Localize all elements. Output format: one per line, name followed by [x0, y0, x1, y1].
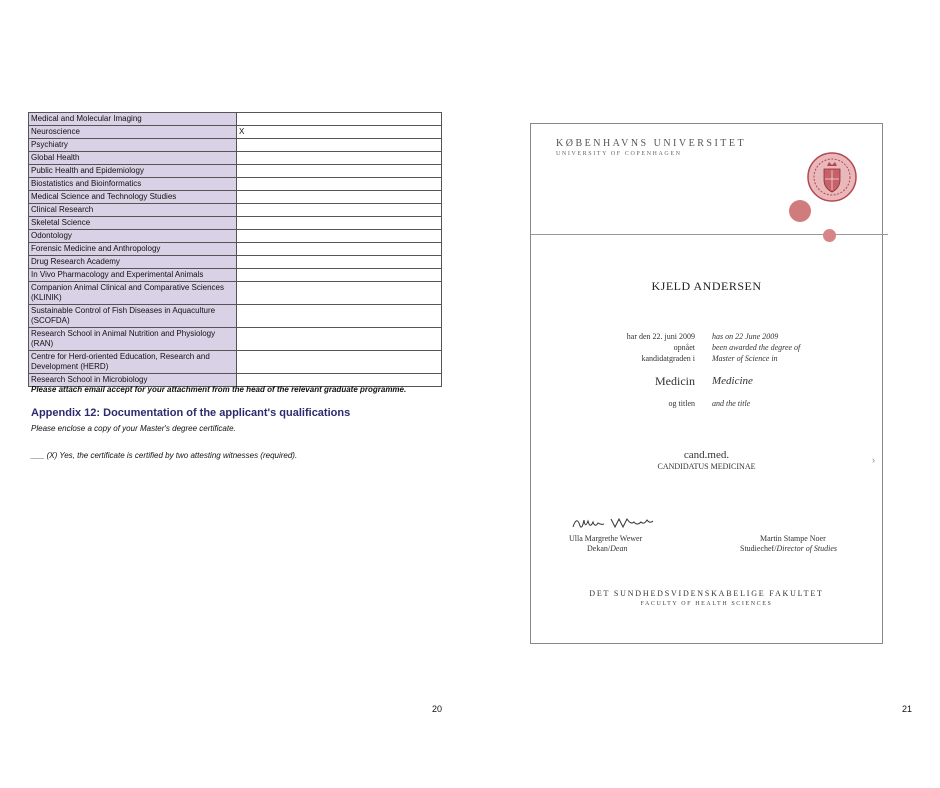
table-row [29, 305, 442, 328]
programme-name: Sustainable Control of Fish Diseases in Aquaculture (SCOFDA) [29, 305, 237, 328]
programme-selection [237, 204, 442, 217]
award-verb-danish: opnået [673, 343, 695, 352]
programme-table-body [29, 113, 442, 387]
degree-type-english: Master of Science in [712, 354, 778, 363]
table-row [29, 152, 442, 165]
programme-name: Psychiatry [29, 139, 237, 152]
table-row [29, 165, 442, 178]
programme-name: Companion Animal Clinical and Comparative Sciences (KLINIK) [29, 282, 237, 305]
programme-name: Forensic Medicine and Anthropology [29, 243, 237, 256]
university-name-danish: KØBENHAVNS UNIVERSITET [556, 138, 747, 149]
programme-selection [237, 178, 442, 191]
table-row [29, 126, 442, 139]
table-row [29, 351, 442, 374]
seal-stamp-dot-small [823, 229, 836, 242]
university-name-english: UNIVERSITY OF COPENHAGEN [556, 151, 682, 157]
programme-selection [237, 282, 442, 305]
award-verb-english: been awarded the degree of [712, 343, 801, 352]
programme-selection [237, 191, 442, 204]
table-row [29, 178, 442, 191]
programme-selection [237, 152, 442, 165]
title-label-danish: og titlen [668, 399, 695, 408]
programme-selection [237, 165, 442, 178]
programme-selection [237, 351, 442, 374]
programme-name: Centre for Herd-oriented Education, Research and Development (HERD) [29, 351, 237, 374]
title-label-english: and the title [712, 399, 751, 408]
programme-name: Clinical Research [29, 204, 237, 217]
programme-name: Odontology [29, 230, 237, 243]
programme-selection [237, 139, 442, 152]
degree-subject-danish: Medicin [655, 374, 695, 388]
signer-right-title: Studiechef/Director of Studies [740, 544, 838, 553]
table-row [29, 139, 442, 152]
programme-name: Skeletal Science [29, 217, 237, 230]
programme-name: Research School in Animal Nutrition and Physiology (RAN) [29, 328, 237, 351]
table-row [29, 113, 442, 126]
programme-selection [237, 230, 442, 243]
table-row [29, 230, 442, 243]
programme-selection [237, 217, 442, 230]
signer-left-name: Ulla Margrethe Wewer [569, 534, 643, 543]
table-row [29, 243, 442, 256]
table-row [29, 328, 442, 351]
programme-selection [237, 269, 442, 282]
programme-selection [237, 305, 442, 328]
degree-certificate [530, 123, 883, 644]
degree-type-danish: kandidatgraden i [641, 354, 695, 363]
programme-name: Research School in Microbiology [29, 374, 237, 387]
faculty-name-danish: DET SUNDHEDSVIDENSKABELIGE FAKULTET [589, 589, 824, 598]
university-seal-icon [807, 152, 857, 202]
programme-name: Global Health [29, 152, 237, 165]
handwritten-signature [571, 511, 656, 533]
signer-left-title: Dekan/Dean [587, 544, 628, 553]
faculty-name-english: FACULTY OF HEALTH SCIENCES [640, 601, 773, 607]
award-date-english: has on 22 June 2009 [712, 332, 779, 341]
signer-right-name: Martin Stampe Noer [760, 534, 826, 543]
programme-name: Drug Research Academy [29, 256, 237, 269]
programme-selection [237, 328, 442, 351]
programme-selection [237, 113, 442, 126]
degree-abbreviation: cand.med. [683, 449, 730, 461]
programme-selection [237, 256, 442, 269]
certified-checkbox-line: ___ (X) Yes, the certificate is certified by two attesting witnesses (required). [31, 451, 298, 460]
graduate-programme-table [28, 112, 442, 387]
page-number-right: 21 [902, 704, 913, 714]
table-row [29, 191, 442, 204]
programme-selection [237, 243, 442, 256]
programme-selection: X [237, 126, 442, 139]
graduate-name: KJELD ANDERSEN [651, 279, 762, 293]
programme-name: Medical Science and Technology Studies [29, 191, 237, 204]
degree-full-title: CANDIDATUS MEDICINAE [657, 462, 756, 471]
table-row [29, 217, 442, 230]
programme-name: Medical and Molecular Imaging [29, 113, 237, 126]
programme-name: Biostatistics and Bioinformatics [29, 178, 237, 191]
appendix-heading: Appendix 12: Documentation of the applicant's qualifications [31, 407, 351, 419]
table-row [29, 204, 442, 217]
attachment-note: Please attach email accept for your attachment from the head of the relevant graduate programme. [31, 385, 407, 394]
page-number-left: 20 [432, 704, 443, 714]
appendix-subtext: Please enclose a copy of your Master's degree certificate. [31, 424, 236, 433]
table-row [29, 269, 442, 282]
table-row [29, 282, 442, 305]
scan-artifact-mark: › [872, 455, 875, 465]
table-row [29, 256, 442, 269]
programme-name: In Vivo Pharmacology and Experimental Animals [29, 269, 237, 282]
award-date-danish: har den 22. juni 2009 [626, 332, 695, 341]
degree-subject-english: Medicine [712, 375, 753, 387]
programme-name: Public Health and Epidemiology [29, 165, 237, 178]
seal-stamp-dot [789, 200, 811, 222]
programme-name: Neuroscience [29, 126, 237, 139]
